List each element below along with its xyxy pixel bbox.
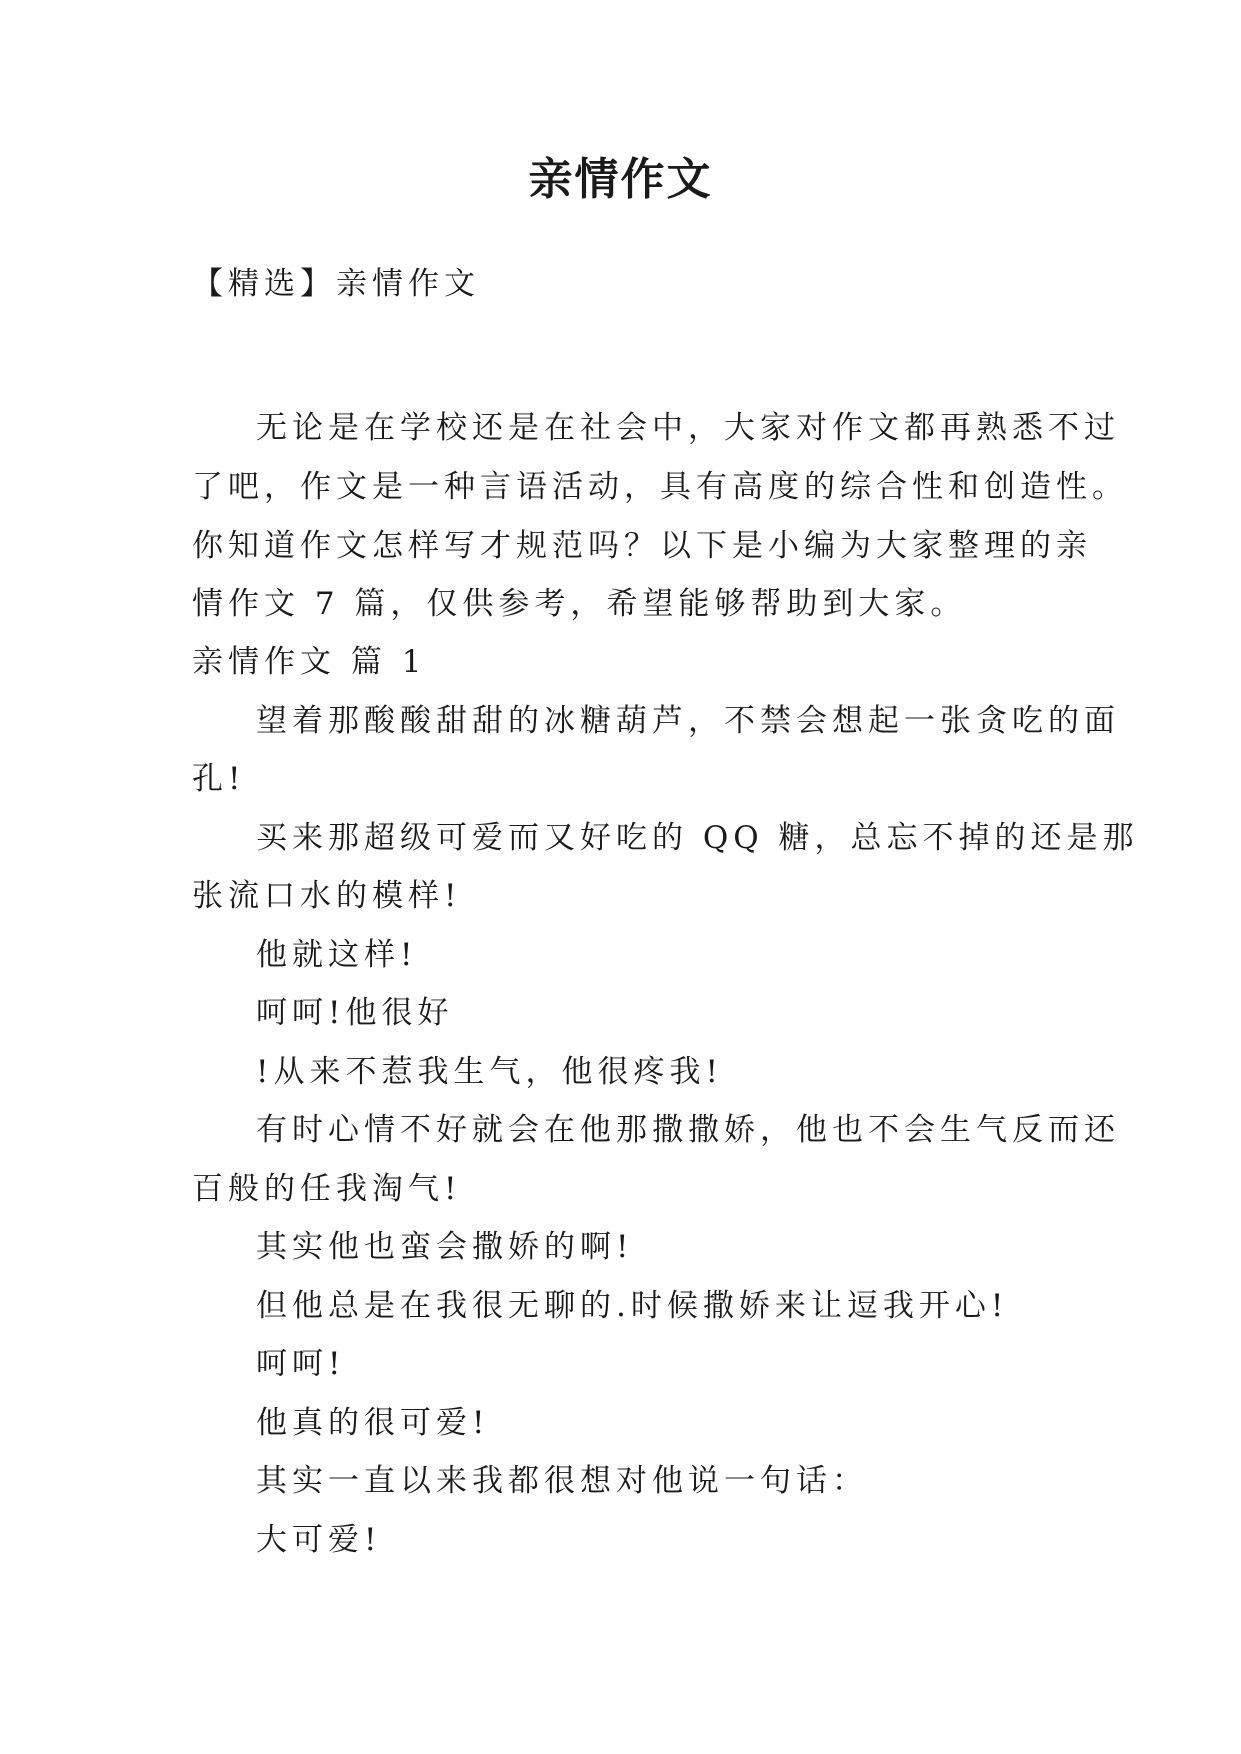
document-subtitle: 【精选】亲情作文	[192, 266, 480, 302]
paragraph-line: 但他总是在我很无聊的.时候撒娇来让逗我开心!	[256, 1288, 1009, 1324]
paragraph-line: 其实一直以来我都很想对他说一句话：	[256, 1463, 868, 1499]
paragraph-line: 你知道作文怎样写才规范吗？以下是小编为大家整理的亲	[192, 528, 1092, 564]
paragraph-line: 孔!	[192, 761, 246, 797]
paragraph-line: 了吧，作文是一种言语活动，具有高度的综合性和创造性。	[192, 469, 1128, 505]
paragraph-line: 张流口水的模样!	[192, 878, 462, 914]
paragraph-line: 他真的很可爱!	[256, 1405, 490, 1441]
paragraph-line: 望着那酸酸甜甜的冰糖葫芦，不禁会想起一张贪吃的面	[256, 703, 1120, 739]
paragraph-line: 无论是在学校还是在社会中，大家对作文都再熟悉不过	[256, 410, 1120, 446]
paragraph-line: !从来不惹我生气，他很疼我!	[256, 1054, 723, 1090]
document-title: 亲情作文	[528, 154, 713, 205]
paragraph-line: 情作文 7 篇，仅供参考，希望能够帮助到大家。	[192, 586, 967, 622]
paragraph-line: 他就这样!	[256, 937, 418, 973]
paragraph-line: 买来那超级可爱而又好吃的 QQ 糖，总忘不掉的还是那	[256, 820, 1139, 856]
paragraph-line: 有时心情不好就会在他那撒撒娇，他也不会生气反而还	[256, 1112, 1120, 1148]
paragraph-line: 百般的任我淘气!	[192, 1171, 462, 1207]
paragraph-line: 其实他也蛮会撒娇的啊!	[256, 1229, 634, 1265]
paragraph-line: 呵呵!	[256, 1346, 346, 1382]
paragraph-line: 大可爱!	[256, 1522, 382, 1558]
section-heading: 亲情作文 篇 1	[192, 644, 427, 680]
paragraph-line: 呵呵!他很好	[256, 995, 454, 1031]
